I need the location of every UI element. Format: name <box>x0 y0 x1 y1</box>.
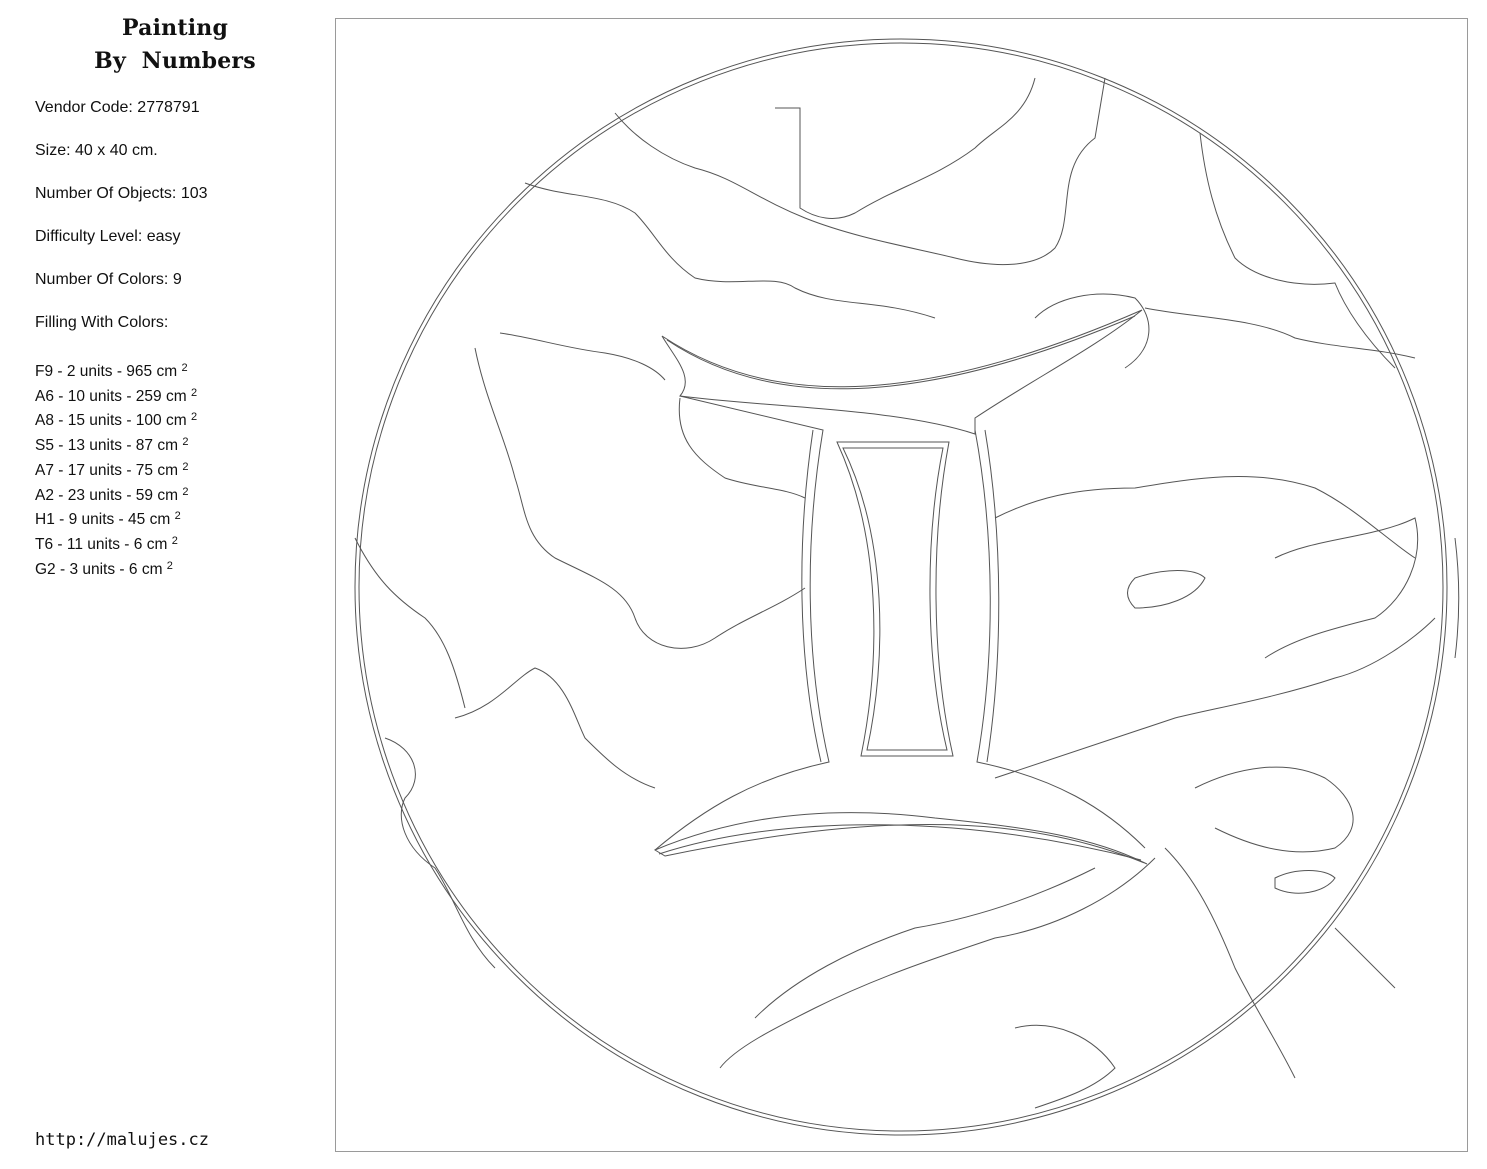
info-block <box>35 98 208 356</box>
number-of-colors: Number Of Colors: 9 <box>35 271 182 288</box>
title-line-2: By Numbers <box>94 48 256 74</box>
vein <box>755 868 1095 1018</box>
vein <box>679 398 805 498</box>
vein <box>500 333 665 380</box>
filling-heading: Filling With Colors: <box>35 314 169 331</box>
vein <box>775 78 1035 218</box>
size: Size: 40 x 40 cm. <box>35 142 158 159</box>
vein <box>1455 538 1459 658</box>
vein <box>1335 928 1395 988</box>
vein <box>1200 133 1395 368</box>
difficulty-level: Difficulty Level: easy <box>35 228 181 245</box>
title-line-1: Painting <box>121 15 229 41</box>
vein <box>525 183 935 318</box>
color-item: A7 - 17 units - 75 cm $^2$ <box>35 460 189 479</box>
vein <box>475 348 805 648</box>
vein <box>1015 1025 1115 1108</box>
vein <box>355 538 465 708</box>
number-of-objects: Number Of Objects: 103 <box>35 185 208 202</box>
sidebar <box>0 0 330 1169</box>
color-item: A6 - 10 units - 259 cm $^2$ <box>35 386 198 405</box>
vein <box>1145 308 1415 358</box>
color-item: F9 - 2 units - 965 cm $^2$ <box>35 362 188 380</box>
color-item: A8 - 15 units - 100 cm $^2$ <box>35 411 198 430</box>
color-item: H1 - 9 units - 45 cm $^2$ <box>35 510 181 529</box>
vein <box>720 858 1155 1068</box>
coloring-outline <box>335 18 1468 1152</box>
gemini-top-arc <box>662 310 1142 434</box>
outer-circle-inner <box>359 43 1443 1131</box>
vein <box>995 618 1435 778</box>
vein <box>995 476 1415 558</box>
page-title <box>0 12 350 78</box>
vein <box>1128 571 1206 609</box>
gemini-right-pillar <box>975 430 1145 848</box>
color-list <box>35 358 197 580</box>
color-item: S5 - 13 units - 87 cm $^2$ <box>35 436 189 455</box>
vein <box>1265 518 1418 658</box>
footer-url[interactable]: http://malujes.cz <box>35 1130 209 1150</box>
vein <box>455 668 655 788</box>
color-item: A2 - 23 units - 59 cm $^2$ <box>35 485 189 504</box>
vein <box>1275 871 1335 894</box>
vendor-code: Vendor Code: 2778791 <box>35 99 200 116</box>
color-item: T6 - 11 units - 6 cm $^2$ <box>35 534 178 553</box>
vein <box>1195 767 1353 852</box>
gemini-center-column <box>837 442 953 756</box>
gemini-bottom-arc <box>655 813 1147 864</box>
vein <box>615 78 1105 265</box>
color-item: G2 - 3 units - 6 cm $^2$ <box>35 559 173 578</box>
